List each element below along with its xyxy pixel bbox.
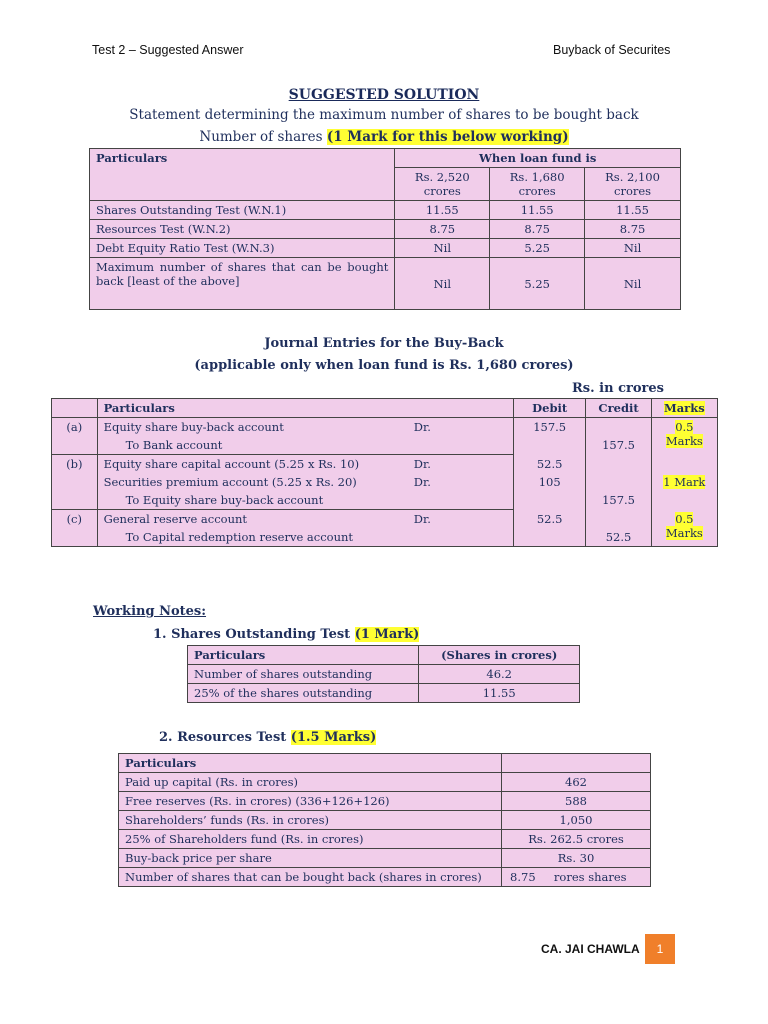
- wn2-row-label: Free reserves (Rs. in crores) (336+126+126): [119, 792, 502, 811]
- j-marks: 0.5 Marks: [665, 420, 703, 448]
- footer-author: CA. JAI CHAWLA: [541, 942, 640, 956]
- j-ref: [52, 473, 98, 491]
- wn2-row-value: 1,050: [502, 811, 651, 830]
- max-shares-table: [89, 148, 681, 310]
- page-subtitle: Statement determining the maximum number of shares to be bought back: [129, 107, 639, 123]
- journal-title: Journal Entries for the Buy-Back: [264, 336, 504, 351]
- shares-line-text: Number of shares: [199, 129, 327, 145]
- header-right: Buyback of Securites: [553, 43, 671, 57]
- journal-unit: Rs. in crores: [572, 381, 664, 396]
- wn2-row-value: Rs. 262.5 crores: [502, 830, 651, 849]
- j-text: Equity share capital account (5.25 x Rs. 10): [97, 455, 408, 474]
- wn2-row-value: 8.75 rores shares: [502, 868, 651, 887]
- wn2-title-text: 2. Resources Test: [159, 730, 291, 745]
- working-notes-heading: Working Notes:: [93, 604, 207, 619]
- t1-cell: Nil: [395, 239, 490, 258]
- wn2-table: [118, 753, 651, 887]
- wn2-row-label: Paid up capital (Rs. in crores): [119, 773, 502, 792]
- journal-table: [51, 398, 718, 547]
- wn2-title: [159, 730, 376, 745]
- j-text: To Equity share buy-back account: [97, 491, 408, 510]
- wn2-row-label: 25% of Shareholders fund (Rs. in crores): [119, 830, 502, 849]
- t1-cell: 8.75: [585, 220, 681, 239]
- table-row: [90, 201, 681, 220]
- j-ref: [52, 436, 98, 455]
- shares-line-mark: (1 Mark for this below working): [326, 129, 569, 145]
- wn2-row-label: Buy-back price per share: [119, 849, 502, 868]
- j-header-ref: [52, 399, 98, 418]
- j-credit: [586, 473, 651, 491]
- j-dr: Dr.: [408, 418, 514, 437]
- page-number-badge: 1: [645, 934, 675, 964]
- j-text: To Bank account: [97, 436, 408, 455]
- wn2-row-value: 462: [502, 773, 651, 792]
- t1-col-2: Rs. 1,680 crores: [490, 168, 585, 201]
- journal-subtitle: (applicable only when loan fund is Rs. 1,680 crores): [194, 358, 574, 373]
- header-left: Test 2 – Suggested Answer: [92, 43, 244, 57]
- t1-row-label: Shares Outstanding Test (W.N.1): [90, 201, 395, 220]
- wn1-mark: (1 Mark): [354, 627, 420, 642]
- j-debit: [513, 491, 586, 510]
- t1-cell: 5.25: [490, 239, 585, 258]
- j-debit: [513, 528, 586, 547]
- wn1-title: [153, 627, 419, 642]
- table-row: [90, 220, 681, 239]
- t1-col-3: Rs. 2,100 crores: [585, 168, 681, 201]
- j-header-particulars: Particulars: [97, 399, 513, 418]
- j-text: Securities premium account (5.25 x Rs. 20): [97, 473, 408, 491]
- j-ref: (b): [52, 455, 98, 474]
- wn2-row-label: Shareholders’ funds (Rs. in crores): [119, 811, 502, 830]
- table-row: [52, 528, 718, 547]
- j-header-credit: Credit: [586, 399, 651, 418]
- table-row: [119, 811, 651, 830]
- wn1-row-value: 46.2: [419, 665, 580, 684]
- table-row: [119, 849, 651, 868]
- j-dr: Dr.: [408, 473, 514, 491]
- wn1-header-shares: (Shares in crores): [419, 646, 580, 665]
- j-debit: 52.5: [513, 510, 586, 529]
- j-dr: [408, 436, 514, 455]
- j-marks: 1 Mark: [663, 475, 706, 489]
- shares-line: [0, 129, 768, 145]
- table-row: [52, 418, 718, 437]
- t1-cell: Nil: [585, 239, 681, 258]
- wn2-row-value: 588: [502, 792, 651, 811]
- table-row: [119, 868, 651, 887]
- wn1-table: [187, 645, 580, 703]
- wn2-row-label: Number of shares that can be bought back (shares in crores): [119, 868, 502, 887]
- t1-cell: 11.55: [395, 201, 490, 220]
- t1-row-label: Debt Equity Ratio Test (W.N.3): [90, 239, 395, 258]
- j-ref: [52, 528, 98, 547]
- table-row: [188, 665, 580, 684]
- wn2-header-particulars: Particulars: [119, 754, 502, 773]
- t1-cell: Nil: [395, 258, 490, 310]
- j-text: Equity share buy-back account: [97, 418, 408, 437]
- j-dr: Dr.: [408, 510, 514, 529]
- wn1-row-value: 11.55: [419, 684, 580, 703]
- table-row: [119, 830, 651, 849]
- j-marks: 0.5 Marks: [665, 511, 703, 540]
- j-credit: 157.5: [586, 436, 651, 455]
- table-row: [119, 773, 651, 792]
- j-header-marks: Marks: [663, 401, 705, 415]
- table-row: [90, 258, 681, 310]
- j-dr: [408, 491, 514, 510]
- t1-row-label: Resources Test (W.N.2): [90, 220, 395, 239]
- j-credit: [586, 418, 651, 437]
- t1-cell: 8.75: [490, 220, 585, 239]
- j-ref: [52, 491, 98, 510]
- j-header-debit: Debit: [513, 399, 586, 418]
- table-row: [188, 684, 580, 703]
- wn2-row-value: Rs. 30: [502, 849, 651, 868]
- j-dr: [408, 528, 514, 547]
- j-text: General reserve account: [97, 510, 408, 529]
- t1-cell: 5.25: [490, 258, 585, 310]
- table-row: [52, 473, 718, 491]
- t1-cell: Nil: [585, 258, 681, 310]
- page-title: SUGGESTED SOLUTION: [288, 87, 480, 103]
- table-row: [90, 239, 681, 258]
- j-dr: Dr.: [408, 455, 514, 474]
- table-row: [52, 436, 718, 455]
- wn2-mark: (1.5 Marks): [290, 730, 377, 745]
- table-row: [52, 455, 718, 474]
- t1-cell: 11.55: [585, 201, 681, 220]
- j-ref: (c): [52, 510, 98, 529]
- table-row: [52, 510, 718, 529]
- wn1-title-text: 1. Shares Outstanding Test: [153, 627, 355, 642]
- wn1-row-label: 25% of the shares outstanding: [188, 684, 419, 703]
- j-debit: 157.5: [513, 418, 586, 437]
- t1-col-1: Rs. 2,520 crores: [395, 168, 490, 201]
- t1-header-group: When loan fund is: [395, 149, 681, 168]
- wn2-header-value: [502, 754, 651, 773]
- j-credit: [586, 455, 651, 474]
- table-row: [52, 491, 718, 510]
- j-debit: [513, 436, 586, 455]
- t1-header-particulars: Particulars: [90, 149, 395, 201]
- j-debit: 52.5: [513, 455, 586, 474]
- j-credit: [586, 510, 651, 529]
- wn1-row-label: Number of shares outstanding: [188, 665, 419, 684]
- j-credit: 52.5: [586, 528, 651, 547]
- j-ref: (a): [52, 418, 98, 437]
- wn1-header-particulars: Particulars: [188, 646, 419, 665]
- j-credit: 157.5: [586, 491, 651, 510]
- t1-cell: 11.55: [490, 201, 585, 220]
- t1-row-label: Maximum number of shares that can be bought back [least of the above]: [90, 258, 395, 310]
- j-debit: 105: [513, 473, 586, 491]
- t1-cell: 8.75: [395, 220, 490, 239]
- j-text: To Capital redemption reserve account: [97, 528, 408, 547]
- table-row: [119, 792, 651, 811]
